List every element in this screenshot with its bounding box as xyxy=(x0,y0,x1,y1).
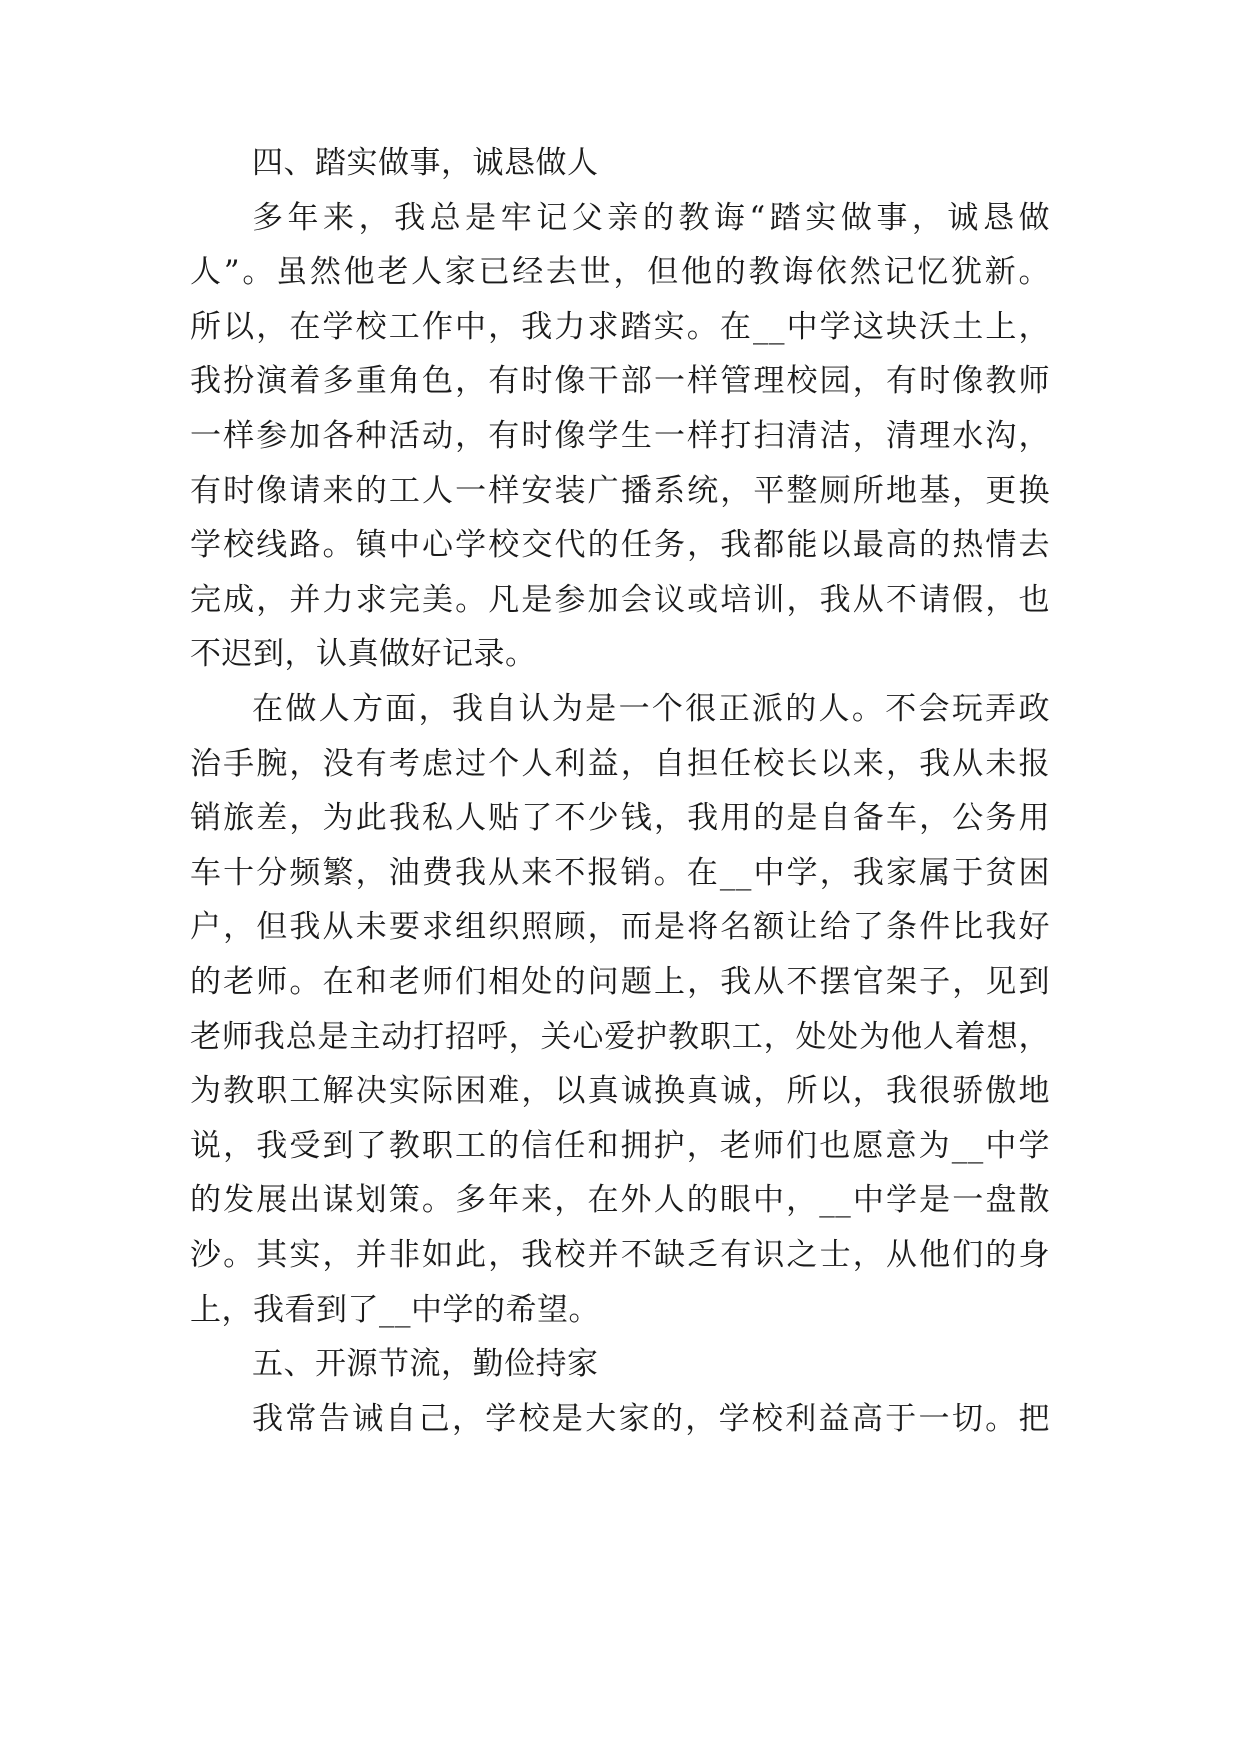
text-line: 多年来，我总是牢记父亲的教诲“踏实做事，诚恳做 xyxy=(252,199,1050,236)
text-line: 我常告诫自己，学校是大家的，学校利益高于一切。把 xyxy=(252,1400,1050,1437)
text-line: 销旅差，为此我私人贴了不少钱，我用的是自备车，公务用 xyxy=(190,800,1050,837)
text-line: 不迟到，认真做好记录。 xyxy=(190,636,537,673)
text-line: 所以，在学校工作中，我力求踏实。在__中学这块沃土上， xyxy=(190,308,1050,345)
text-line: 的发展出谋划策。多年来，在外人的眼中，__中学是一盘散 xyxy=(190,1182,1050,1219)
text-line: 的老师。在和老师们相处的问题上，我从不摆官架子，见到 xyxy=(190,964,1050,1000)
text-line: 为教职工解决实际困难，以真诚换真诚，所以，我很骄傲地 xyxy=(190,1073,1050,1110)
text-line: 说，我受到了教职工的信任和拥护，老师们也愿意为__中学 xyxy=(190,1127,1050,1164)
text-line: 一样参加各种活动，有时像学生一样打扫清洁，清理水沟， xyxy=(190,418,1050,454)
text-line: 我扮演着多重角色，有时像干部一样管理校园，有时像教师 xyxy=(190,363,1050,400)
text-line: 治手腕，没有考虑过个人利益，自担任校长以来，我从未报 xyxy=(190,745,1050,782)
text-line: 上，我看到了__中学的希望。 xyxy=(190,1291,600,1328)
text-line: 完成，并力求完美。凡是参加会议或培训，我从不请假，也 xyxy=(190,581,1050,618)
text-line: 人”。虽然他老人家已经去世，但他的教诲依然记忆犹新。 xyxy=(190,254,1050,291)
section-heading: 四、踏实做事，诚恳做人 xyxy=(252,145,599,181)
text-line: 车十分频繁，油费我从来不报销。在__中学，我家属于贫困 xyxy=(190,854,1050,891)
text-line: 老师我总是主动打招呼，关心爱护教职工，处处为他人着想， xyxy=(190,1018,1050,1055)
text-line: 在做人方面，我自认为是一个很正派的人。不会玩弄政 xyxy=(252,691,1050,727)
text-line: 有时像请来的工人一样安装广播系统，平整厕所地基，更换 xyxy=(190,472,1050,509)
text-line: 学校线路。镇中心学校交代的任务，我都能以最高的热情去 xyxy=(190,527,1050,564)
section-heading: 五、开源节流，勤俭持家 xyxy=(252,1346,599,1383)
text-line: 户，但我从未要求组织照顾，而是将名额让给了条件比我好 xyxy=(190,909,1050,946)
text-line: 沙。其实，并非如此，我校并不缺乏有识之士，从他们的身 xyxy=(190,1237,1050,1273)
